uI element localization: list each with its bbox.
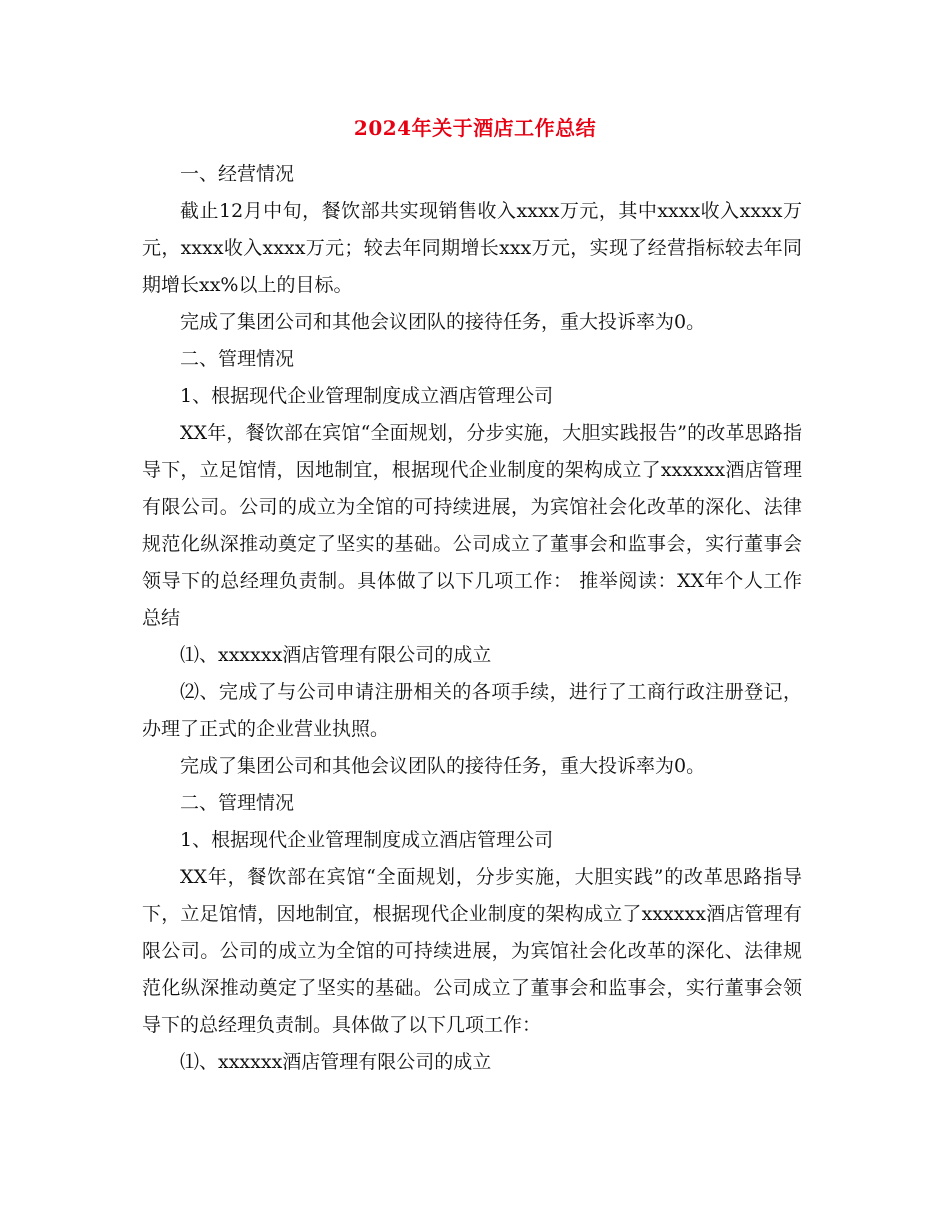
section-heading: 一、经营情况 (180, 163, 295, 185)
paragraph: XX年，餐饮部在宾馆“全面规划，分步实施，大胆实践报告”的改革思路指导下，立足馆情，因地制宜，根据现代企业制度的架构成立了xxxxxx酒店管理有限公司。公司的成立为全馆的可持续进展，为宾馆社会化改革的深化、法律规范化纵深推动奠定了坚实的基础。公司成立了董事会和监事会，实行董事会领导下的总经理负责制。具体做了以下几项工作： 推举阅读：XX年个人工作总结 (142, 422, 802, 629)
paragraph: 截止12月中旬，餐饮部共实现销售收入xxxx万元，其中xxxx收入xxxx万元，xxxx收入xxxx万元；较去年同期增长xxx万元，实现了经营指标较去年同期增长xx%以上的目标。 (142, 200, 802, 296)
subsection-heading: 1、根据现代企业管理制度成立酒店管理公司 (180, 829, 554, 851)
list-item: ⑴、xxxxxx酒店管理有限公司的成立 (180, 1051, 492, 1073)
document-title: 2024年关于酒店工作总结 (353, 116, 597, 140)
paragraph: XX年，餐饮部在宾馆“全面规划，分步实施，大胆实践”的改革思路指导下，立足馆情，因地制宜，根据现代企业制度的架构成立了xxxxxx酒店管理有限公司。公司的成立为全馆的可持续进展，为宾馆社会化改革的深化、法律规范化纵深推动奠定了坚实的基础。公司成立了董事会和监事会，实行董事会领导下的总经理负责制。具体做了以下几项工作： (142, 866, 802, 1036)
list-item: ⑴、xxxxxx酒店管理有限公司的成立 (180, 644, 492, 666)
paragraph: 完成了集团公司和其他会议团队的接待任务，重大投诉率为0。 (180, 311, 706, 333)
section-heading: 二、管理情况 (180, 348, 295, 370)
document-body (142, 156, 802, 1081)
list-item: ⑵、完成了与公司申请注册相关的各项手续，进行了工商行政注册登记，办理了正式的企业营业执照。 (142, 681, 802, 740)
subsection-heading: 1、根据现代企业管理制度成立酒店管理公司 (180, 385, 554, 407)
section-heading: 二、管理情况 (180, 792, 295, 814)
paragraph: 完成了集团公司和其他会议团队的接待任务，重大投诉率为0。 (180, 755, 706, 777)
